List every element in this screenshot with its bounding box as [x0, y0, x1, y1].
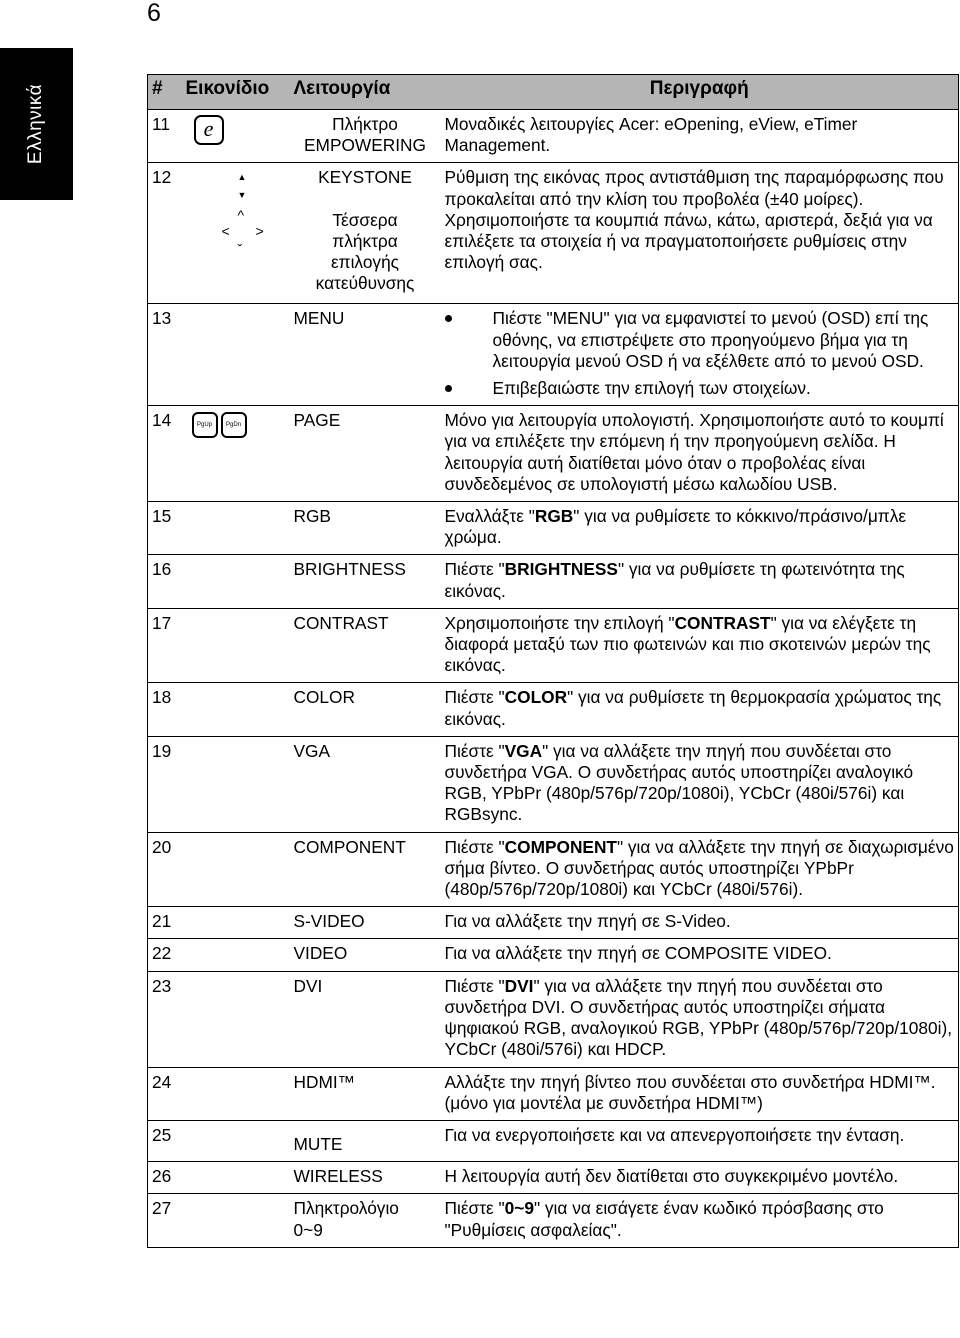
keystone-down-icon: ▼ — [237, 190, 247, 201]
function-cell: WIRELESS — [293, 1166, 383, 1187]
desc-text: " για να ελέγξετε τη διαφορά μεταξύ των πιο φωτεινών και πιο σκοτεινών μερών της εικόνας. — [444, 612, 931, 676]
desc-text: Πιέστε " — [444, 1198, 505, 1219]
desc-bold: RGB — [534, 506, 574, 527]
function-cell — [290, 110, 441, 163]
icon-cell — [182, 971, 290, 1067]
row-number: 15 — [152, 506, 172, 527]
icon-cell — [182, 1120, 290, 1161]
icon-cell — [182, 555, 290, 608]
arrow-down-icon: ˇ — [237, 241, 243, 258]
description-cell — [441, 608, 959, 683]
function-label: Πλήκτρο — [332, 114, 398, 134]
description-cell — [441, 832, 959, 907]
function-cell: MENU — [293, 308, 345, 329]
function-cell: HDMI™ — [293, 1071, 355, 1092]
table-row — [148, 1067, 959, 1120]
desc-bold: BRIGHTNESS — [504, 559, 618, 580]
function-cell: COLOR — [293, 687, 355, 708]
table-row — [148, 1120, 959, 1161]
description-cell: Μόνο για λειτουργία υπολογιστή. Χρησιμοποιήστε αυτό το κουμπί για να επιλέξετε την επόμενη ή την προηγούμενη σελίδα. Η λειτουργία αυτή διατίθεται μόνο όταν ο προβολέας είναι συνδεδεμένος σε υπολογιστή μέσω καλωδίου USB. — [444, 410, 944, 494]
desc-bold: 0~9 — [504, 1198, 534, 1219]
description-cell — [441, 683, 959, 736]
row-number: 20 — [152, 836, 172, 857]
description-direction: Χρησιμοποιήστε τα κουμπιά πάνω, κάτω, αριστερά, δεξιά για να επιλέξετε τα στοιχεία ή να πραγματοποιήσετε ρυθμίσεις στην επιλογή σας. — [444, 209, 933, 273]
description-cell: Η λειτουργία αυτή δεν διατίθεται στο συγκεκριμένο μοντέλο. — [444, 1166, 899, 1187]
desc-text: Εναλλάξτε " — [444, 506, 535, 527]
desc-text: " για να αλλάξετε την πηγή που συνδέεται στο συνδετήρα DVI. Ο συνδετήρας αυτός υποστηρίζει σήματα ψηφιακού RGB, αναλογικού RGB, YPbPr (480p/576p/720p/1080i), YCbCr (480i/576i) και HDCP. — [444, 975, 953, 1060]
header-function: Λειτουργία — [290, 75, 441, 110]
icon-cell — [182, 832, 290, 907]
header-number: # — [148, 75, 182, 110]
keystone-up-icon: ▲ — [237, 172, 247, 183]
function-cell: RGB — [293, 506, 331, 527]
description-cell — [441, 502, 959, 555]
row-number: 12 — [152, 167, 172, 188]
function-table — [147, 74, 959, 1248]
icon-cell — [182, 683, 290, 736]
row-number: 17 — [152, 612, 172, 633]
function-label: Τέσσερα — [332, 209, 398, 230]
arrow-left-icon: < — [221, 223, 230, 240]
table-row — [148, 832, 959, 907]
desc-text: " για να ρυθμίσετε τη θερμοκρασία χρώματος της εικόνας. — [444, 687, 942, 729]
table-row — [148, 502, 959, 555]
description-cell — [441, 163, 959, 304]
function-cell: CONTRAST — [293, 612, 389, 633]
icon-cell — [182, 502, 290, 555]
desc-text: Πιέστε " — [444, 836, 505, 857]
function-label: κατεύθυνσης — [315, 273, 415, 294]
icon-cell — [182, 406, 290, 502]
desc-bold: DVI — [504, 975, 534, 996]
function-label: 0~9 — [293, 1219, 323, 1240]
desc-text: Πιέστε " — [444, 975, 505, 996]
function-label: Πληκτρολόγιο — [293, 1198, 399, 1219]
function-label: MUTE — [293, 1133, 343, 1154]
desc-text: " για να εισάγετε έναν κωδικό πρόσβασης στο "Ρυθμίσεις ασφαλείας". — [444, 1198, 884, 1240]
description-cell: Για να ενεργοποιήσετε και να απενεργοποιήσετε την ένταση. — [444, 1124, 905, 1145]
icon-cell — [182, 163, 290, 304]
row-number: 13 — [152, 308, 172, 329]
description-cell: Για να αλλάξετε την πηγή σε COMPOSITE VIDEO. — [444, 943, 832, 964]
icon-cell — [182, 907, 290, 939]
desc-bold: COLOR — [504, 687, 568, 708]
function-cell: PAGE — [293, 410, 341, 431]
icon-cell — [182, 110, 290, 163]
header-description: Περιγραφή — [441, 75, 959, 110]
description-cell — [441, 1194, 959, 1247]
table-row — [148, 683, 959, 736]
description-cell: Μοναδικές λειτουργίες Acer: eOpening, eView, eTimer Management. — [444, 114, 858, 156]
row-number: 18 — [152, 687, 172, 708]
empowering-key-icon: e — [194, 115, 224, 145]
row-number: 22 — [152, 943, 172, 964]
table-row — [148, 971, 959, 1067]
arrow-right-icon: > — [255, 223, 264, 240]
table-row — [148, 163, 959, 304]
function-label: KEYSTONE — [318, 167, 412, 188]
function-cell: VGA — [293, 740, 330, 761]
description-cell: Για να αλλάξετε την πηγή σε S-Video. — [444, 911, 731, 932]
icon-cell — [182, 1194, 290, 1247]
table-row — [148, 304, 959, 406]
function-cell — [290, 1120, 441, 1161]
icon-cell — [182, 939, 290, 971]
desc-text: Πιέστε " — [444, 559, 505, 580]
function-label: πλήκτρα — [332, 230, 398, 251]
row-number: 26 — [152, 1166, 172, 1187]
desc-text: Χρησιμοποιήστε την επιλογή " — [444, 612, 675, 633]
page-number: 6 — [147, 0, 161, 27]
row-number: 27 — [152, 1198, 172, 1219]
bullet-item: Πιέστε "MENU" για να εμφανιστεί το μενού (OSD) επί της οθόνης, να επιστρέψετε στο προηγούμενο βήμα για τη λειτουργία μενού OSD ή να εξέλθετε από το μενού OSD. — [445, 308, 955, 372]
icon-cell — [182, 1162, 290, 1194]
table-row — [148, 1162, 959, 1194]
function-cell — [290, 163, 441, 304]
table-row — [148, 406, 959, 502]
bullet-item: Επιβεβαιώστε την επιλογή των στοιχείων. — [445, 378, 955, 399]
row-number: 19 — [152, 740, 172, 761]
table-row — [148, 555, 959, 608]
row-number: 23 — [152, 975, 172, 996]
description-keystone: Ρύθμιση της εικόνας προς αντιστάθμιση της παραμόρφωσης που προκαλείται από την κλίση του προβολέα (±40 μοίρες). — [444, 167, 944, 209]
page-up-icon: PgUp — [192, 412, 218, 438]
desc-text: " για να ρυθμίσετε τη φωτεινότητα της εικόνας. — [444, 559, 905, 601]
language-tab — [0, 48, 73, 200]
table-row — [148, 907, 959, 939]
row-number: 14 — [152, 410, 172, 431]
table-row — [148, 608, 959, 683]
desc-bold: CONTRAST — [674, 612, 771, 633]
row-number: 21 — [152, 911, 172, 932]
table-header-row — [148, 75, 959, 110]
desc-text: " για να αλλάξετε την πηγή σε διαχωρισμένο σήμα βίντεο. Ο συνδετήρας αυτός υποστηρίζει YPbPr (480p/576p/720p/1080i) και YCbCr (480i/576i). — [444, 836, 954, 900]
language-tab-label: Ελληνικά — [25, 83, 47, 165]
table-row — [148, 110, 959, 163]
row-number: 11 — [152, 114, 170, 134]
description-cell — [441, 971, 959, 1067]
function-cell: DVI — [293, 975, 323, 996]
desc-bold: COMPONENT — [504, 836, 617, 857]
table-row — [148, 939, 959, 971]
icon-cell — [182, 304, 290, 406]
arrow-up-icon: ^ — [237, 207, 245, 224]
function-spacer — [294, 189, 437, 210]
function-label: επιλογής — [330, 252, 400, 273]
table-row — [148, 736, 959, 832]
direction-keys-icon — [186, 167, 286, 297]
description-bullets — [445, 308, 955, 399]
row-number: 25 — [152, 1124, 172, 1145]
icon-cell — [182, 736, 290, 832]
function-cell: COMPONENT — [293, 836, 406, 857]
desc-bold: VGA — [504, 740, 543, 761]
function-cell: S-VIDEO — [293, 911, 365, 932]
page-down-icon: PgDn — [221, 412, 247, 438]
table-row — [148, 1194, 959, 1247]
icon-cell — [182, 608, 290, 683]
description-cell: Αλλάξτε την πηγή βίντεο που συνδέεται στο συνδετήρα HDMI™. (μόνο για μοντέλα με συνδετήρα HDMI™) — [444, 1071, 936, 1113]
icon-cell — [182, 1067, 290, 1120]
description-cell — [441, 304, 959, 406]
desc-text: " για να ρυθμίσετε το κόκκινο/πράσινο/μπλε χρώμα. — [444, 506, 907, 548]
header-icon: Εικονίδιο — [182, 75, 290, 110]
row-number: 16 — [152, 559, 172, 580]
description-cell — [441, 555, 959, 608]
desc-text: Πιέστε " — [444, 740, 505, 761]
function-cell: BRIGHTNESS — [293, 559, 406, 580]
desc-text: Πιέστε " — [444, 687, 505, 708]
description-cell — [441, 736, 959, 832]
desc-text: " για να αλλάξετε την πηγή που συνδέεται στο συνδετήρα VGA. Ο συνδετήρας αυτός υποστηρίζει αναλογικό RGB, YPbPr (480p/576p/720p/1080i), YCbCr (480i/576i) και RGBsync. — [444, 740, 914, 825]
row-number: 24 — [152, 1071, 172, 1092]
function-label: EMPOWERING — [304, 135, 426, 156]
function-cell: VIDEO — [293, 943, 348, 964]
function-cell — [290, 1194, 441, 1247]
